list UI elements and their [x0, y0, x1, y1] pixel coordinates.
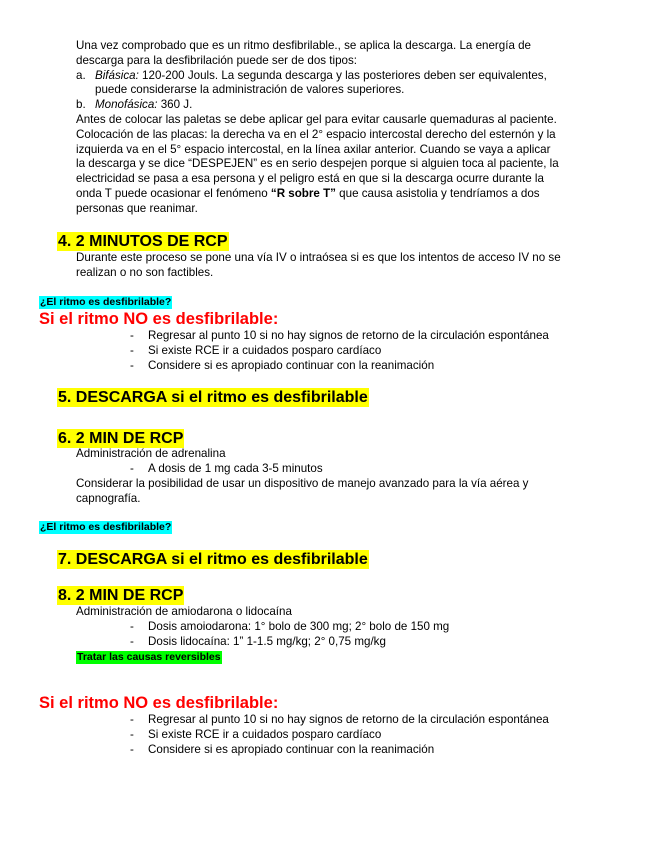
no-desfibrilable-heading: Si el ritmo NO es desfibrilable:: [39, 694, 279, 712]
no-desfibrilable-heading: Si el ritmo NO es desfibrilable:: [39, 310, 279, 328]
intro-line: la descarga y se dice “DESPEJEN” es en serio despejen porque si alguien toca al paciente, la: [76, 157, 559, 171]
intro-line: Antes de colocar las paletas se debe aplicar gel para evitar causarle quemaduras al paciente.: [76, 112, 557, 126]
list-item: - Considere si es apropiado continuar con la reanimación: [130, 743, 549, 758]
section-6-heading: 6. 2 MIN DE RCP: [58, 430, 184, 447]
intro-line: izquierda va en el 5° espacio intercostal, en la línea axilar anterior. Cuando se vaya a aplicar: [76, 142, 551, 156]
list-item: - Si existe RCE ir a cuidados posparo cardíaco: [130, 728, 549, 743]
section-6-list: [130, 462, 323, 477]
list-item: - Regresar al punto 10 si no hay signos de retorno de la circulación espontánea: [130, 713, 549, 728]
item-b-label: Monofásica:: [95, 98, 158, 112]
section-4-line: Durante este proceso se pone una vía IV o intraósea si es que los intentos de acceso IV no se: [76, 251, 561, 264]
intro-line: personas que reanimar.: [76, 201, 198, 215]
no-desfibrilable-list: [130, 329, 549, 373]
section-5-heading: 5. DESCARGA si el ritmo es desfibrilable: [58, 389, 368, 406]
list-item: - Dosis lidocaína: 1” 1-1.5 mg/kg; 2° 0,75 mg/kg: [130, 635, 449, 650]
no-desfibrilable-list: [130, 713, 549, 757]
section-6-line: Administración de adrenalina: [76, 447, 226, 460]
intro-line-rsobret: onda T puede ocasionar el fenómeno “R sobre T” que causa asistolia y tendríamos a dos: [76, 186, 540, 200]
section-8-list: [130, 620, 449, 650]
question-desfibrilable: ¿El ritmo es desfibrilable?: [40, 521, 172, 533]
intro-line: descarga para la desfibrilación puede ser de dos tipos:: [76, 53, 358, 67]
section-4-heading: 4. 2 MINUTOS DE RCP: [58, 233, 228, 250]
list-item: - Regresar al punto 10 si no hay signos de retorno de la circulación espontánea: [130, 329, 549, 344]
list-item-a: a. Bifásica: 120-200 Jouls. La segunda descarga y las posteriores deben ser equivalentes,: [76, 68, 547, 82]
list-item: - Si existe RCE ir a cuidados posparo cardíaco: [130, 344, 549, 359]
intro-paragraph: [76, 39, 616, 217]
section-8-heading: 8. 2 MIN DE RCP: [58, 587, 184, 604]
list-item: - Dosis amoiodarona: 1° bolo de 300 mg; 2° bolo de 150 mg: [130, 620, 449, 635]
section-4-line: realizan o no son factibles.: [76, 266, 214, 279]
question-desfibrilable: ¿El ritmo es desfibrilable?: [40, 296, 172, 308]
intro-line: Colocación de las placas: la derecha va en el 2° espacio intercostal derecho del esternón y la: [76, 127, 556, 141]
section-7-heading: 7. DESCARGA si el ritmo es desfibrilable: [58, 551, 368, 568]
list-item: - A dosis de 1 mg cada 3-5 minutos: [130, 462, 323, 477]
list-item-b: b. Monofásica: 360 J.: [76, 98, 193, 112]
section-6-line: capnografía.: [76, 492, 141, 505]
r-sobre-t-term: “R sobre T”: [270, 186, 336, 200]
intro-line: electricidad se pasa a esa persona y el peligro está en que si la descarga ocurre durante la: [76, 172, 544, 186]
reversible-causes-note: Tratar las causas reversibles: [77, 651, 221, 663]
section-8-line: Administración de amiodarona o lidocaína: [76, 605, 292, 618]
list-item-a-continued: puede considerarse la administración de valores superiores.: [95, 83, 405, 97]
intro-line: Una vez comprobado que es un ritmo desfibrilable., se aplica la descarga. La energía de: [76, 39, 532, 52]
section-6-line: Considerar la posibilidad de usar un dispositivo de manejo avanzado para la vía aérea y: [76, 477, 529, 490]
item-a-label: Bifásica:: [95, 68, 139, 82]
list-item: - Considere si es apropiado continuar con la reanimación: [130, 359, 549, 374]
